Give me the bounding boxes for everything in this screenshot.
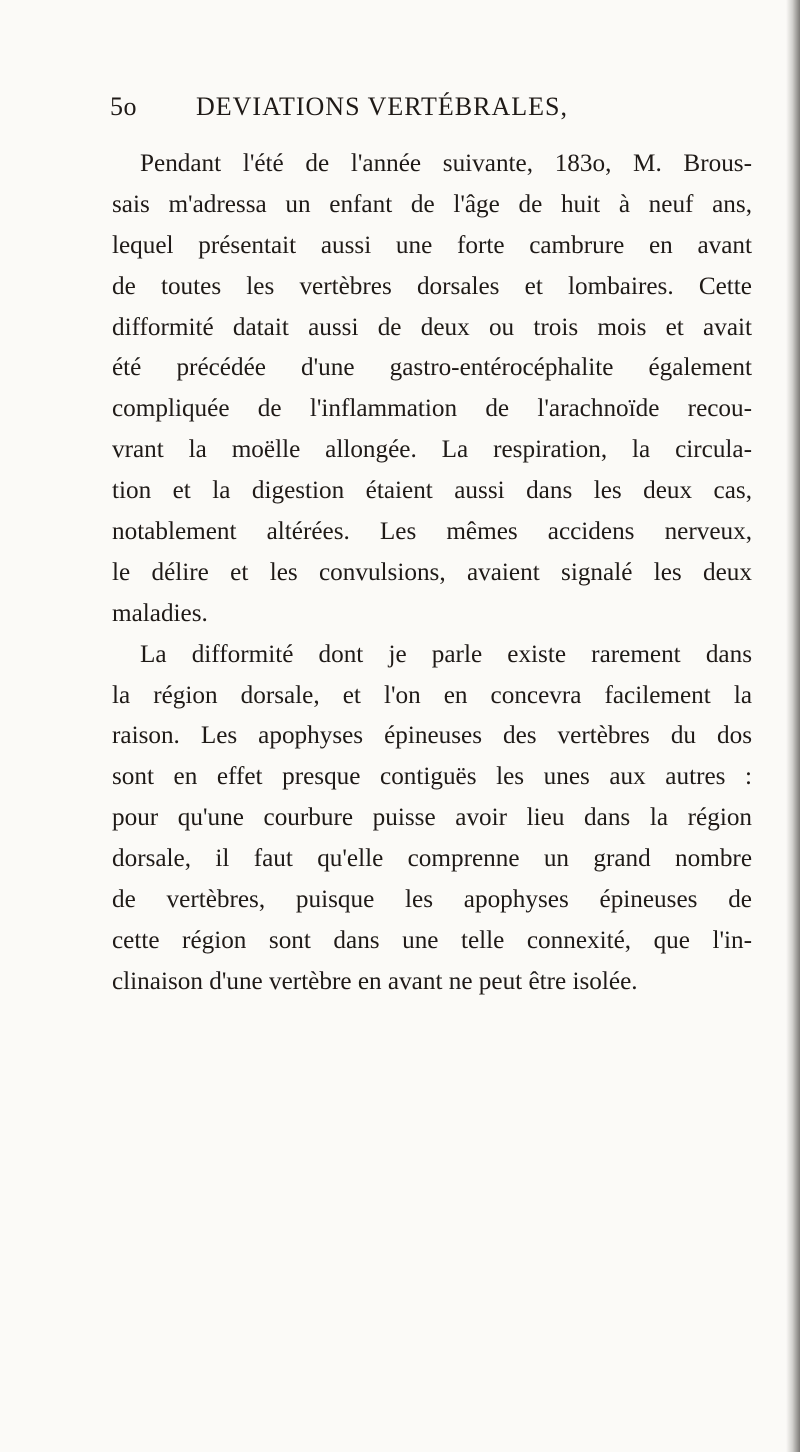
text-line: été précédée d'une gastro-entérocéphalite également [112,354,752,382]
text-line: cette région sont dans une telle connexité, que l'in- [112,926,752,954]
page-edge-shadow [786,0,800,1452]
text-line: vrant la moëlle allongée. La respiration, la circula- [112,436,752,464]
text-line: sont en effet presque contiguës les unes aux autres : [112,763,752,791]
text-line: sais m'adressa un enfant de l'âge de huit à neuf ans, [112,190,752,218]
body-text [112,144,752,1003]
running-title: DEVIATIONS VERTÉBRALES, [196,92,568,121]
text-line: compliquée de l'inflammation de l'arachnoïde recou- [112,395,752,423]
text-line: difformité datait aussi de deux ou trois mois et avait [112,313,752,341]
text-line: de vertèbres, puisque les apophyses épineuses de [112,886,752,914]
text-line: raison. Les apophyses épineuses des vertèbres du dos [112,722,752,750]
text-line: La difformité dont je parle existe rarement dans [140,640,752,668]
text-line: notablement altérées. Les mêmes accidens nerveux, [112,518,752,546]
text-line: maladies. [112,599,208,627]
page-header [110,92,750,128]
text-line: lequel présentait aussi une forte cambrure en avant [112,231,752,259]
text-line: pour qu'une courbure puisse avoir lieu dans la région [112,804,752,832]
text-line: de toutes les vertèbres dorsales et lombaires. Cette [112,272,752,300]
text-line: la région dorsale, et l'on en concevra facilement la [112,681,752,709]
text-line: tion et la digestion étaient aussi dans les deux cas, [112,477,752,505]
page-number: 5o [110,92,137,121]
text-line: dorsale, il faut qu'elle comprenne un grand nombre [112,845,752,873]
text-line: le délire et les convulsions, avaient signalé les deux [112,558,752,586]
paragraph-1 [112,144,752,635]
text-line: Pendant l'été de l'année suivante, 183o, M. Brous- [140,150,752,177]
text-line: clinaison d'une vertèbre en avant ne peut être isolée. [112,967,638,995]
paragraph-2 [112,635,752,1003]
